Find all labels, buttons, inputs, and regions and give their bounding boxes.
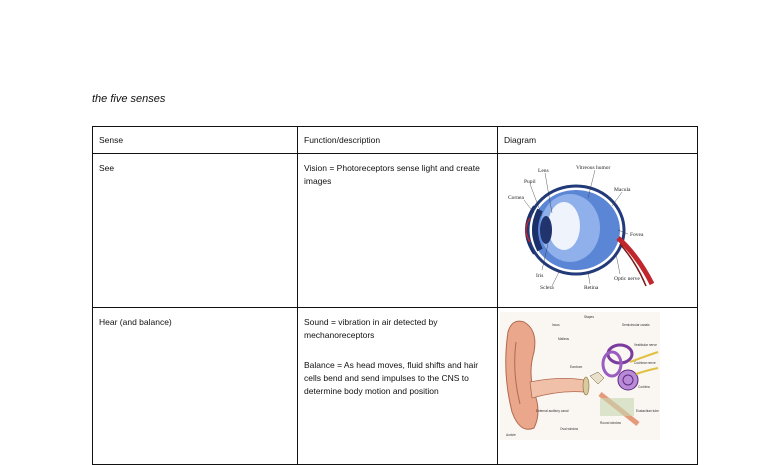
eye-diagram	[500, 158, 660, 290]
eye-label-fovea: Fovea	[630, 232, 644, 238]
eye-label-iris: Iris	[536, 273, 544, 279]
eye-label-optic-nerve: Optic nerve	[614, 276, 640, 282]
table-header-row	[93, 127, 698, 154]
eye-label-vitreous: Vitreous humor	[576, 165, 611, 171]
senses-table	[92, 126, 698, 465]
ear-label-canal: External auditory canal	[536, 409, 569, 413]
ear-label-malleus: Malleus	[558, 337, 569, 341]
ear-label-oval-window: Oval window	[560, 427, 579, 431]
header-diagram: Diagram	[498, 127, 698, 154]
header-sense: Sense	[93, 127, 298, 154]
ear-label-auricle: Auricle	[506, 433, 516, 437]
ear-diagram	[500, 312, 660, 440]
eye-label-sclera: Sclera	[540, 285, 554, 290]
ear-label-eardrum: Eardrum	[570, 365, 583, 369]
ear-label-incus: Incus	[552, 323, 560, 327]
description-cell	[298, 154, 498, 308]
description-vision: Vision = Photoreceptors sense light and create images	[304, 163, 480, 186]
diagram-cell	[498, 154, 698, 308]
eye-label-macula: Macula	[614, 187, 631, 193]
sense-cell: Hear (and balance)	[93, 308, 298, 465]
description-sound: Sound = vibration in air detected by mechanoreceptors	[304, 317, 438, 340]
ear-label-round-window: Round window	[600, 421, 621, 425]
eye-label-pupil: Pupil	[524, 179, 536, 185]
ear-label-vestibular-nerve: Vestibular nerve	[634, 343, 657, 347]
ear-label-stapes: Stapes	[584, 315, 594, 319]
table-row-see	[93, 154, 698, 308]
sense-cell: See	[93, 154, 298, 308]
ear-label-cochlea: Cochlea	[638, 385, 650, 389]
page-title: the five senses	[92, 93, 166, 105]
eye-label-retina: Retina	[584, 285, 599, 290]
ear-label-cochlear-nerve: Cochlear nerve	[634, 361, 656, 365]
eye-label-cornea: Cornea	[508, 195, 524, 201]
ear-label-semicircular: Semicircular canals	[622, 323, 650, 327]
header-function: Function/description	[298, 127, 498, 154]
description-balance: Balance = As head moves, fluid shifts and hair cells bend and send impulses to the CNS to determine body motion and position	[304, 360, 479, 396]
ear-label-eustachian: Eustachian tube	[636, 409, 659, 413]
eye-label-lens: Lens	[538, 168, 549, 174]
